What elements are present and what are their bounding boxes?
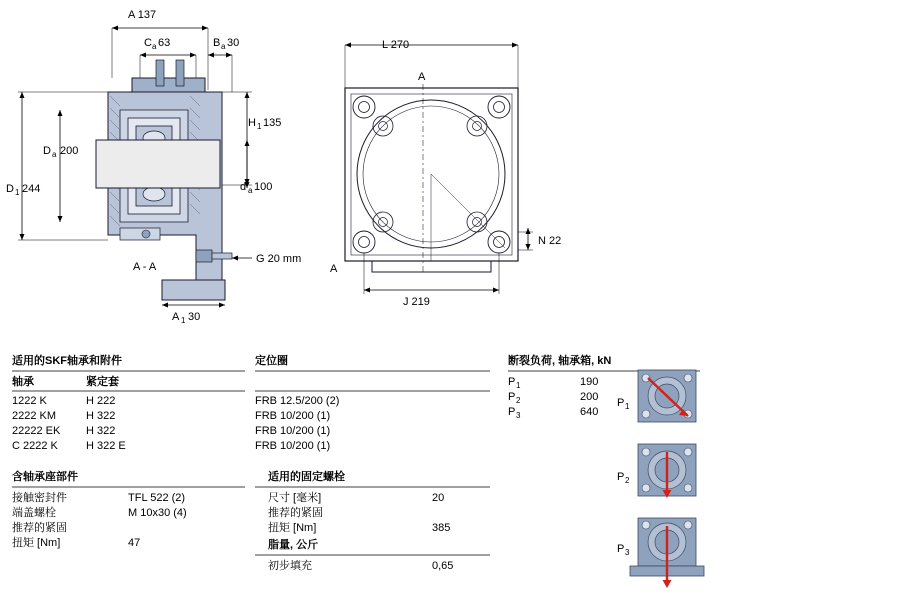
svg-text:a: a xyxy=(221,42,226,51)
dim-D1-244 xyxy=(6,92,108,240)
svg-text:63: 63 xyxy=(158,37,171,49)
load-fig-label-2: P xyxy=(617,543,625,555)
svg-text:200: 200 xyxy=(60,145,79,157)
bearing-name-0: 1222 K xyxy=(12,395,47,407)
bearing-sleeve-2: H 322 xyxy=(86,425,116,437)
load-label-2: P xyxy=(508,406,516,418)
fixing-bolt-label-0: 尺寸 [毫米] xyxy=(268,492,322,504)
svg-text:a: a xyxy=(152,42,157,51)
dim-Da-200 xyxy=(43,110,78,222)
locating-rings-title: 定位圈 xyxy=(255,355,288,367)
bearing-name-2: 22222 EK xyxy=(12,425,61,437)
housing-part-label-1: 端盖螺栓 xyxy=(12,507,56,519)
housing-part-value-1: M 10x30 (4) xyxy=(128,507,187,519)
load-figure-p2 xyxy=(617,444,696,498)
svg-text:a: a xyxy=(248,186,253,195)
fixing-bolt-value-2: 385 xyxy=(432,522,451,534)
fixing-bolt-value-0: 20 xyxy=(432,492,445,504)
dim-label-H1: H xyxy=(248,117,256,129)
housing-part-label-0: 接触密封件 xyxy=(12,492,67,504)
dim-label-Ba: B xyxy=(213,37,221,49)
dim-label-A: A 137 xyxy=(128,9,157,21)
dim-G-20mm xyxy=(232,253,301,265)
dim-A1-30 xyxy=(162,303,225,326)
svg-text:1: 1 xyxy=(181,316,186,325)
bearing-sleeve-3: H 322 E xyxy=(86,440,126,452)
load-figure-p1 xyxy=(617,370,696,422)
dim-N-22 xyxy=(518,228,561,250)
dim-label-A1: A xyxy=(172,311,180,323)
load-fig-label-0: P xyxy=(617,397,625,409)
dim-label-D1: D xyxy=(6,183,14,195)
svg-text:1: 1 xyxy=(15,188,20,197)
locating-ring-2: FRB 10/200 (1) xyxy=(255,425,331,437)
housing-part-label-3: 扭矩 [Nm] xyxy=(12,537,61,549)
svg-text:3: 3 xyxy=(625,548,630,557)
bearings-title: 适用的SKF轴承和附件 xyxy=(12,355,122,367)
dim-da-100 xyxy=(240,140,272,195)
housing-part-value-0: TFL 522 (2) xyxy=(128,492,186,504)
dim-L-270 xyxy=(345,39,518,88)
fixing-bolts-title: 适用的固定螺栓 xyxy=(268,471,345,483)
dim-label-L: L 270 xyxy=(382,39,410,51)
svg-text:3: 3 xyxy=(516,411,521,420)
locating-ring-1: FRB 10/200 (1) xyxy=(255,410,331,422)
svg-text:1: 1 xyxy=(516,381,521,390)
flange-front-view xyxy=(345,88,518,272)
bearing-sleeve-1: H 322 xyxy=(86,410,116,422)
section-marker-A-bottom: A xyxy=(330,263,338,275)
dim-H1-135 xyxy=(222,92,281,185)
dim-label-da: d xyxy=(240,181,247,193)
locating-ring-0: FRB 12.5/200 (2) xyxy=(255,395,340,407)
tables-svg xyxy=(0,340,900,600)
loads-title: 断裂负荷, 轴承箱, kN xyxy=(508,355,612,367)
housing-section-body xyxy=(96,60,232,300)
svg-text:100: 100 xyxy=(254,181,273,193)
svg-text:2: 2 xyxy=(625,476,630,485)
left-view xyxy=(6,9,301,325)
load-label-1: P xyxy=(508,391,516,403)
fixing-bolt-label-2: 扭矩 [Nm] xyxy=(268,522,317,534)
grease-value-0: 0,65 xyxy=(432,560,454,572)
bearing-sleeve-0: H 222 xyxy=(86,395,116,407)
svg-text:1: 1 xyxy=(625,402,630,411)
housing-parts-title: 含轴承座部件 xyxy=(12,471,78,483)
dim-label-Ca: C xyxy=(144,37,152,49)
housing-part-value-3: 47 xyxy=(128,537,141,549)
right-view xyxy=(330,39,561,308)
load-value-1: 200 xyxy=(580,391,599,403)
dim-label-N: N 22 xyxy=(538,235,562,247)
dim-label-Da: D xyxy=(43,145,51,157)
grease-label-0: 初步填充 xyxy=(268,560,312,572)
dim-Ba-30 xyxy=(208,37,239,92)
specification-tables xyxy=(0,340,900,600)
locating-ring-3: FRB 10/200 (1) xyxy=(255,440,331,452)
dim-label-G: G 20 mm xyxy=(256,253,302,265)
svg-text:30: 30 xyxy=(227,37,240,49)
dim-label-J: J 219 xyxy=(403,296,430,308)
svg-text:1: 1 xyxy=(257,122,262,131)
svg-text:30: 30 xyxy=(188,311,201,323)
svg-text:244: 244 xyxy=(22,183,41,195)
svg-text:a: a xyxy=(52,150,57,159)
housing-part-label-2: 推荐的紧固 xyxy=(12,522,67,534)
section-label-AA: A - A xyxy=(133,261,157,273)
grease-title: 脂量, 公斤 xyxy=(268,539,319,551)
bearing-name-3: C 2222 K xyxy=(12,440,58,452)
section-marker-A-top: A xyxy=(418,71,426,83)
fixing-bolt-label-1: 推荐的紧固 xyxy=(268,507,323,519)
load-fig-label-1: P xyxy=(617,471,625,483)
load-value-0: 190 xyxy=(580,376,599,388)
svg-text:135: 135 xyxy=(263,117,282,129)
load-label-0: P xyxy=(508,376,516,388)
bearing-name-1: 2222 KM xyxy=(12,410,57,422)
load-figure-p3 xyxy=(617,518,704,588)
bearings-col2-header: 紧定套 xyxy=(86,376,119,388)
load-value-2: 640 xyxy=(580,406,599,418)
bearings-col1-header: 轴承 xyxy=(12,376,34,388)
svg-text:2: 2 xyxy=(516,396,521,405)
